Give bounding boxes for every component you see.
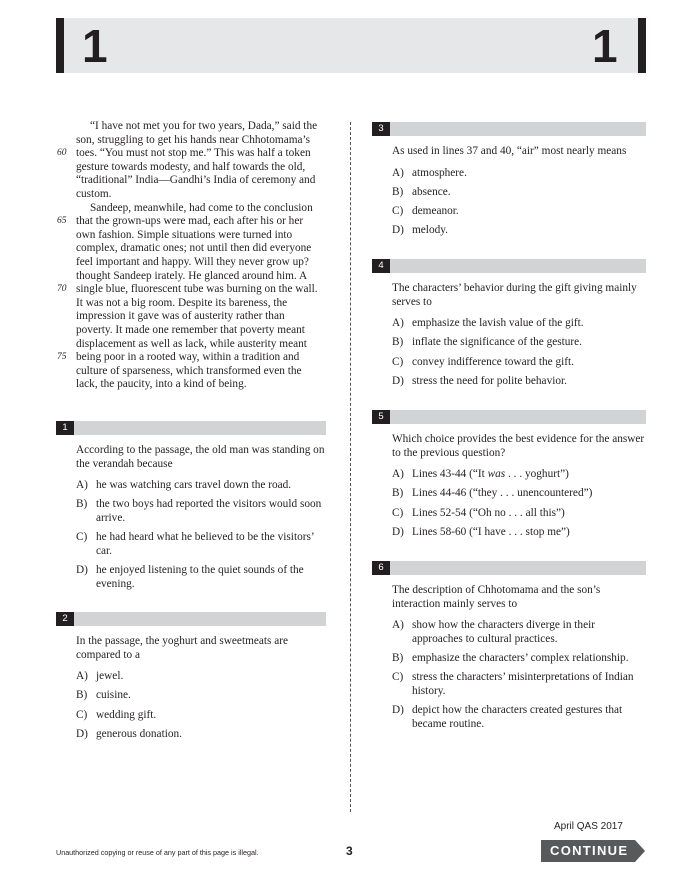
- passage-line: [76, 270, 332, 284]
- answer-option[interactable]: [76, 479, 326, 493]
- option-text: he had heard what he believed to be the visitors’ car.: [96, 531, 314, 557]
- question-3: [372, 122, 646, 243]
- passage-line: [76, 378, 332, 392]
- passage-line-text: thought Sandeep irately. He glanced around him. A: [76, 269, 308, 282]
- question-number: 5: [372, 410, 390, 424]
- answer-option[interactable]: [392, 224, 646, 238]
- answer-option[interactable]: [392, 619, 646, 646]
- option-text: emphasize the lavish value of the gift.: [412, 317, 584, 330]
- passage-line-text: “traditional” India—Gandhi’s India of ceremony and: [76, 174, 316, 187]
- passage-line-text: It was not a big room. Despite its bareness, the: [76, 296, 288, 309]
- passage-line-text: single blue, fluorescent tube was burning on the wall.: [76, 283, 318, 296]
- question-stem: The description of Chhotomama and the son’s interaction mainly serves to: [392, 584, 601, 610]
- answer-option[interactable]: [392, 526, 646, 540]
- option-letter: D): [76, 727, 88, 740]
- passage-line-text: complex, dramatic ones; not until then did everyone: [76, 242, 312, 255]
- line-number: 75: [57, 352, 67, 363]
- answer-option[interactable]: [392, 317, 646, 331]
- option-letter: D): [76, 563, 88, 576]
- line-number: 70: [57, 284, 67, 295]
- option-text-part: Lines 43-44 (“It: [412, 468, 488, 481]
- option-text: depict how the characters created gestures that became routine.: [412, 703, 623, 730]
- passage-line: [76, 256, 332, 270]
- question-number: 1: [56, 421, 74, 435]
- option-text: demeanor.: [412, 204, 459, 217]
- option-text: Lines 52-54 (“Oh no . . . all this”): [412, 506, 565, 519]
- answer-option[interactable]: [392, 336, 646, 350]
- passage-line-text: lack, the paucity, into a kind of being.: [76, 378, 247, 391]
- option-letter: B): [392, 651, 404, 664]
- question-stem: Which choice provides the best evidence for the answer to the previous question?: [392, 433, 645, 459]
- option-letter: C): [392, 506, 404, 519]
- answer-options: [392, 468, 646, 539]
- option-text: jewel.: [96, 670, 124, 683]
- question-stem: The characters’ behavior during the gift giving mainly serves to: [392, 282, 637, 308]
- option-letter: D): [392, 525, 404, 538]
- passage-line-text: own fashion. Simple situations were turned into: [76, 228, 293, 241]
- continue-button[interactable]: [541, 840, 645, 862]
- option-text: show how the characters diverge in their approaches to cultural practices.: [412, 619, 595, 645]
- passage-line: [76, 365, 332, 379]
- option-text-part: was: [487, 468, 506, 481]
- option-text: atmosphere.: [412, 166, 467, 179]
- continue-label: CONTINUE: [550, 843, 629, 858]
- option-letter: D): [392, 703, 404, 716]
- question-2: [56, 612, 326, 747]
- option-letter: C): [392, 671, 404, 684]
- passage-line-text: Sandeep, meanwhile, had come to the conclusion: [90, 201, 313, 214]
- section-number-right: 1: [592, 20, 618, 72]
- question-bar: [372, 561, 646, 575]
- option-text: Lines 44-46 (“they . . . unencountered”): [412, 487, 593, 500]
- answer-options: [76, 479, 326, 591]
- option-letter: B): [392, 336, 404, 349]
- answer-option[interactable]: [392, 671, 646, 698]
- answer-option[interactable]: [392, 487, 646, 501]
- column-divider: [350, 122, 351, 812]
- line-number: 65: [57, 216, 67, 227]
- question-4: [372, 259, 646, 394]
- option-letter: C): [76, 531, 88, 544]
- passage-line-text: poverty. It made one remember that poverty meant: [76, 323, 305, 336]
- option-text: cuisine.: [96, 689, 131, 702]
- passage-line: [57, 147, 332, 161]
- option-text: [412, 468, 569, 480]
- option-text: he enjoyed listening to the quiet sounds of the evening.: [96, 563, 304, 590]
- option-letter: A): [392, 619, 404, 632]
- passage-line-text: gesture towards modesty, and half towards the old,: [76, 160, 306, 173]
- option-text-part: . . . yoghurt”): [505, 468, 569, 481]
- test-date: April QAS 2017: [554, 821, 623, 832]
- passage-line: [76, 310, 332, 324]
- question-number: 3: [372, 122, 390, 136]
- section-header: [56, 18, 646, 73]
- passage-line-text: that the grown-ups were mad, each after his or her: [76, 215, 304, 228]
- answer-option[interactable]: [392, 205, 646, 219]
- passage-line-text: custom.: [76, 187, 112, 200]
- answer-option[interactable]: [392, 704, 646, 731]
- passage-line: [57, 283, 332, 297]
- answer-option[interactable]: [392, 468, 646, 482]
- answer-option[interactable]: [76, 728, 326, 742]
- question-bar: [372, 410, 646, 424]
- passage-line: [76, 242, 332, 256]
- answer-option[interactable]: [392, 507, 646, 521]
- option-text: stress the need for polite behavior.: [412, 374, 567, 387]
- option-text: convey indifference toward the gift.: [412, 355, 574, 368]
- line-number: 60: [57, 148, 67, 159]
- option-letter: C): [76, 708, 88, 721]
- question-bar: [372, 259, 646, 273]
- passage-line: [76, 174, 332, 188]
- answer-options: [76, 670, 326, 741]
- answer-option[interactable]: [392, 356, 646, 370]
- option-letter: C): [392, 204, 404, 217]
- passage-line: [57, 215, 332, 229]
- question-6: [372, 561, 646, 737]
- passage-line-text: culture of sparseness, which transformed even the: [76, 364, 302, 377]
- option-letter: A): [76, 479, 88, 492]
- option-letter: D): [392, 224, 404, 237]
- option-letter: B): [76, 689, 88, 702]
- option-text: generous donation.: [96, 727, 182, 740]
- answer-option[interactable]: [76, 531, 326, 558]
- question-5: [372, 410, 646, 545]
- question-number: 6: [372, 561, 390, 575]
- passage-line-text: being poor in a rooted way, within a tradition and: [76, 351, 300, 364]
- passage-line-text: toes. “You must not stop me.” This was half a token: [76, 147, 311, 160]
- option-text: absence.: [412, 185, 451, 198]
- answer-options: [392, 167, 646, 238]
- answer-option[interactable]: [76, 670, 326, 684]
- option-text: he was watching cars travel down the road.: [96, 479, 292, 492]
- passage-line: [76, 188, 332, 202]
- passage-line: [76, 324, 332, 338]
- option-letter: D): [392, 374, 404, 387]
- option-text: the two boys had reported the visitors would soon arrive.: [96, 498, 322, 524]
- option-text: stress the characters’ misinterpretations of Indian history.: [412, 671, 634, 697]
- option-text: melody.: [412, 224, 448, 237]
- option-letter: B): [76, 498, 88, 511]
- answer-options: [392, 317, 646, 388]
- answer-options: [392, 619, 646, 731]
- question-number: 2: [56, 612, 74, 626]
- copyright-notice: Unauthorized copying or reuse of any part of this page is illegal.: [56, 848, 259, 857]
- passage-line: [76, 338, 332, 352]
- header-bar-left: [56, 18, 64, 73]
- answer-option[interactable]: [392, 652, 646, 666]
- question-stem: As used in lines 37 and 40, “air” most nearly means: [392, 145, 627, 157]
- passage-line-text: son, struggling to get his hands near Chhotomama’s: [76, 133, 311, 146]
- option-text: inflate the significance of the gesture.: [412, 336, 583, 349]
- option-letter: A): [392, 317, 404, 330]
- question-bar: [56, 421, 326, 435]
- answer-option[interactable]: [76, 689, 326, 703]
- option-letter: A): [76, 670, 88, 683]
- question-number: 4: [372, 259, 390, 273]
- option-text: emphasize the characters’ complex relationship.: [412, 651, 629, 664]
- reading-passage: [57, 120, 332, 392]
- option-letter: B): [392, 487, 404, 500]
- passage-line: [76, 297, 332, 311]
- option-text: Lines 58-60 (“I have . . . stop me”): [412, 525, 570, 538]
- question-bar: [372, 122, 646, 136]
- question-stem: According to the passage, the old man was standing on the verandah because: [76, 444, 325, 470]
- passage-line: [76, 161, 332, 175]
- answer-option[interactable]: [392, 375, 646, 389]
- option-letter: C): [392, 355, 404, 368]
- page-number: 3: [346, 844, 353, 858]
- answer-option[interactable]: [76, 564, 326, 591]
- header-bar-right: [638, 18, 646, 73]
- answer-option[interactable]: [392, 167, 646, 181]
- option-text: wedding gift.: [96, 708, 157, 721]
- question-bar: [56, 612, 326, 626]
- passage-line: [76, 120, 332, 134]
- answer-option[interactable]: [76, 709, 326, 723]
- question-1: [56, 421, 326, 597]
- passage-line-text: feel important and happy. Will they never grow up?: [76, 255, 309, 268]
- answer-option[interactable]: [76, 498, 326, 525]
- option-letter: A): [392, 166, 404, 179]
- option-letter: A): [392, 468, 404, 481]
- passage-line-text: displacement as well as lack, while austerity meant: [76, 337, 307, 350]
- passage-line: [76, 202, 332, 216]
- passage-line: [76, 229, 332, 243]
- passage-line: [57, 351, 332, 365]
- option-letter: B): [392, 185, 404, 198]
- passage-line-text: “I have not met you for two years, Dada,” said the: [90, 120, 318, 132]
- answer-option[interactable]: [392, 186, 646, 200]
- passage-line: [76, 134, 332, 148]
- question-stem: In the passage, the yoghurt and sweetmeats are compared to a: [76, 635, 289, 661]
- section-number-left: 1: [82, 20, 108, 72]
- passage-line-text: impression it gave was of austerity rather than: [76, 310, 285, 323]
